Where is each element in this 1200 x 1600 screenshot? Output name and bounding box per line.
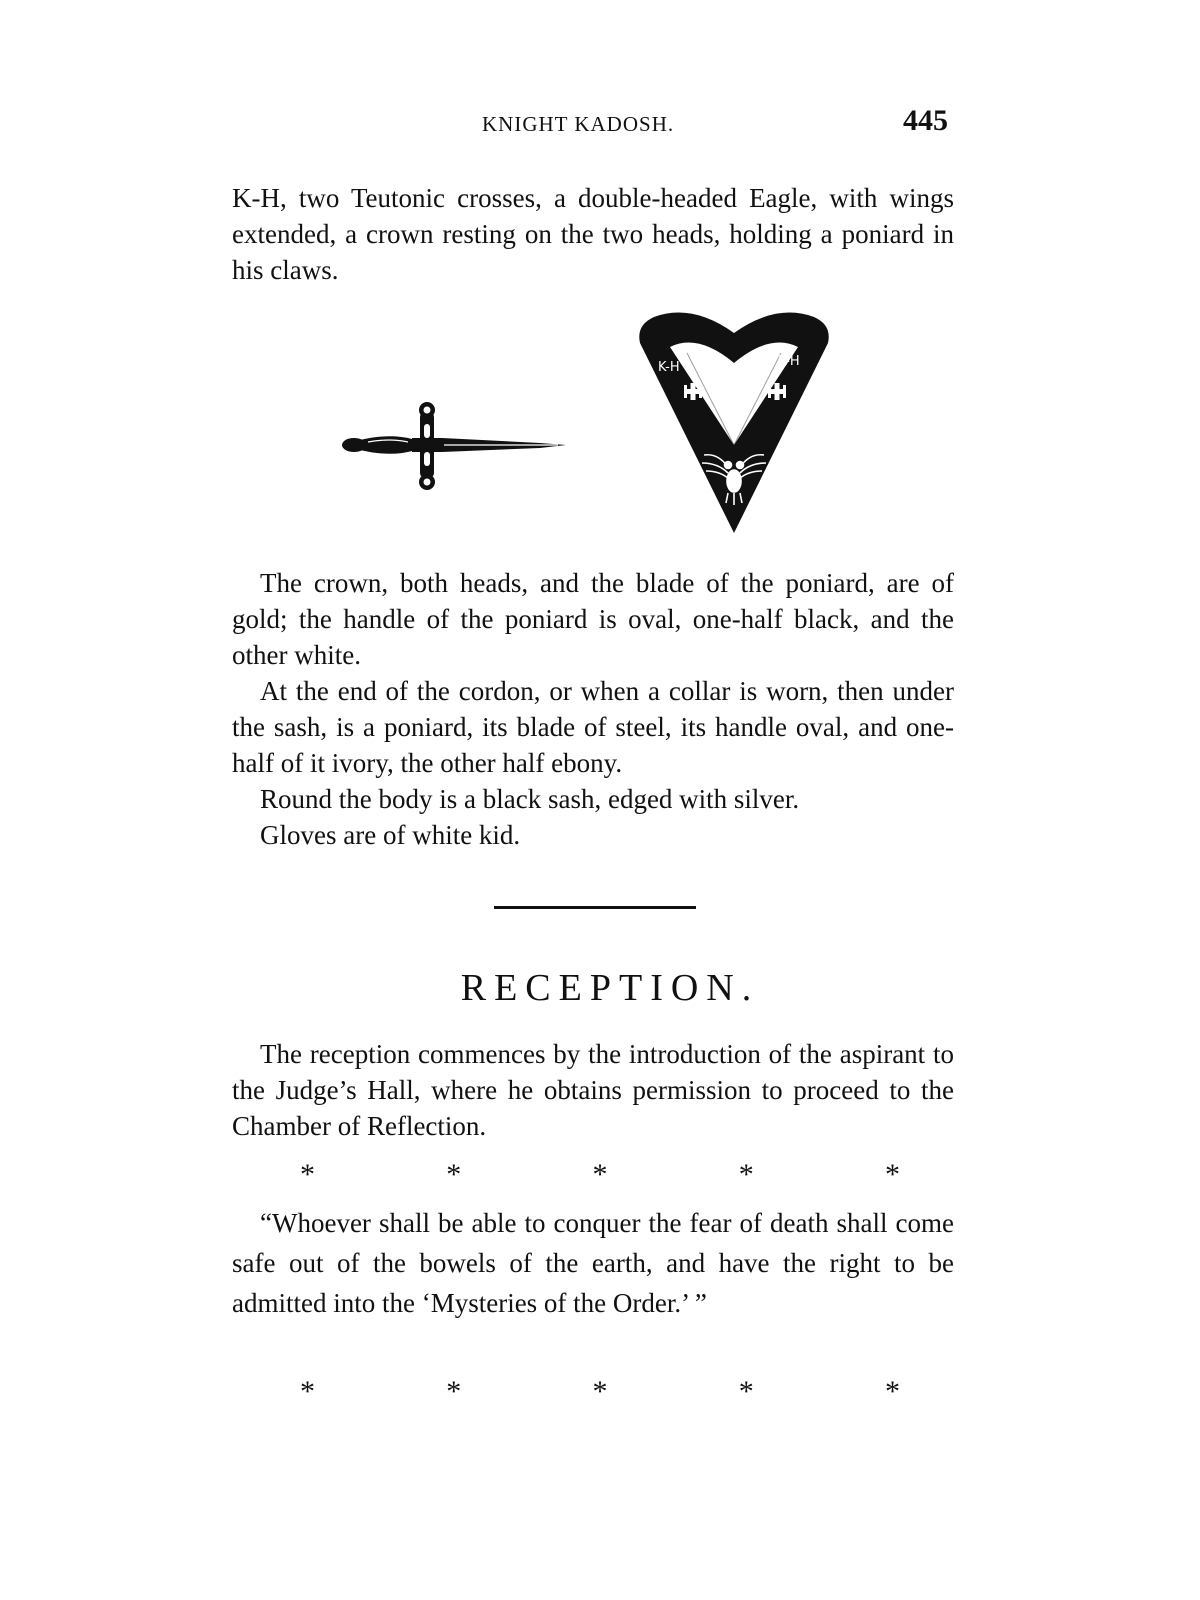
- collar-label-right: K-H: [778, 354, 800, 369]
- text-block-quote: [232, 1203, 954, 1323]
- asterism: [300, 1158, 900, 1192]
- asterism: [300, 1375, 900, 1409]
- kadosh-collar-icon: [632, 305, 837, 540]
- asterisk: *: [885, 1158, 900, 1191]
- asterisk: *: [446, 1158, 462, 1191]
- paragraph: K-H, two Teutonic crosses, a double-headed Eagle, with wings extended, a crown resting on the two heads, holding a poniard in his claws.: [232, 183, 954, 285]
- asterisk: *: [592, 1375, 608, 1408]
- quote-paragraph: “Whoever shall be able to conquer the fear of death shall come safe out of the bowels of the earth, and have the right to be admitted into the ‘Mysteries of the Order.’ ”: [232, 1208, 954, 1318]
- text-block-description: [232, 565, 954, 853]
- running-title: KNIGHT KADOSH.: [482, 112, 675, 136]
- paragraph: Round the body is a black sash, edged with silver.: [260, 784, 800, 814]
- collar-label-left: K-H: [658, 360, 680, 375]
- text-block-intro: [232, 180, 954, 288]
- teutonic-cross-icon: [768, 383, 786, 400]
- asterisk: *: [592, 1158, 608, 1191]
- section-heading: RECEPTION.: [460, 967, 760, 1009]
- asterisk: *: [738, 1375, 754, 1408]
- teutonic-cross-icon: [684, 383, 702, 400]
- asterisk: *: [885, 1375, 900, 1408]
- poniard-icon: [340, 400, 570, 500]
- asterisk: *: [738, 1158, 754, 1191]
- page-number: 445: [903, 104, 948, 137]
- paragraph: The reception commences by the introduction of the aspirant to the Judge’s Hall, where he obtains permission to proceed to the Chamber of Reflection.: [232, 1039, 954, 1141]
- text-block-reception: [232, 1036, 954, 1144]
- asterisk: *: [300, 1158, 315, 1191]
- paragraph: At the end of the cordon, or when a collar is worn, then under the sash, is a poniard, its blade of steel, its handle oval, and one-half of it ivory, the other half ebony.: [232, 676, 954, 778]
- paragraph: Gloves are of white kid.: [260, 820, 521, 850]
- asterisk: *: [446, 1375, 462, 1408]
- asterisk: *: [300, 1375, 315, 1408]
- paragraph: The crown, both heads, and the blade of the poniard, are of gold; the handle of the poniard is oval, one-half black, and the other white.: [232, 568, 954, 670]
- section-divider: [494, 906, 696, 909]
